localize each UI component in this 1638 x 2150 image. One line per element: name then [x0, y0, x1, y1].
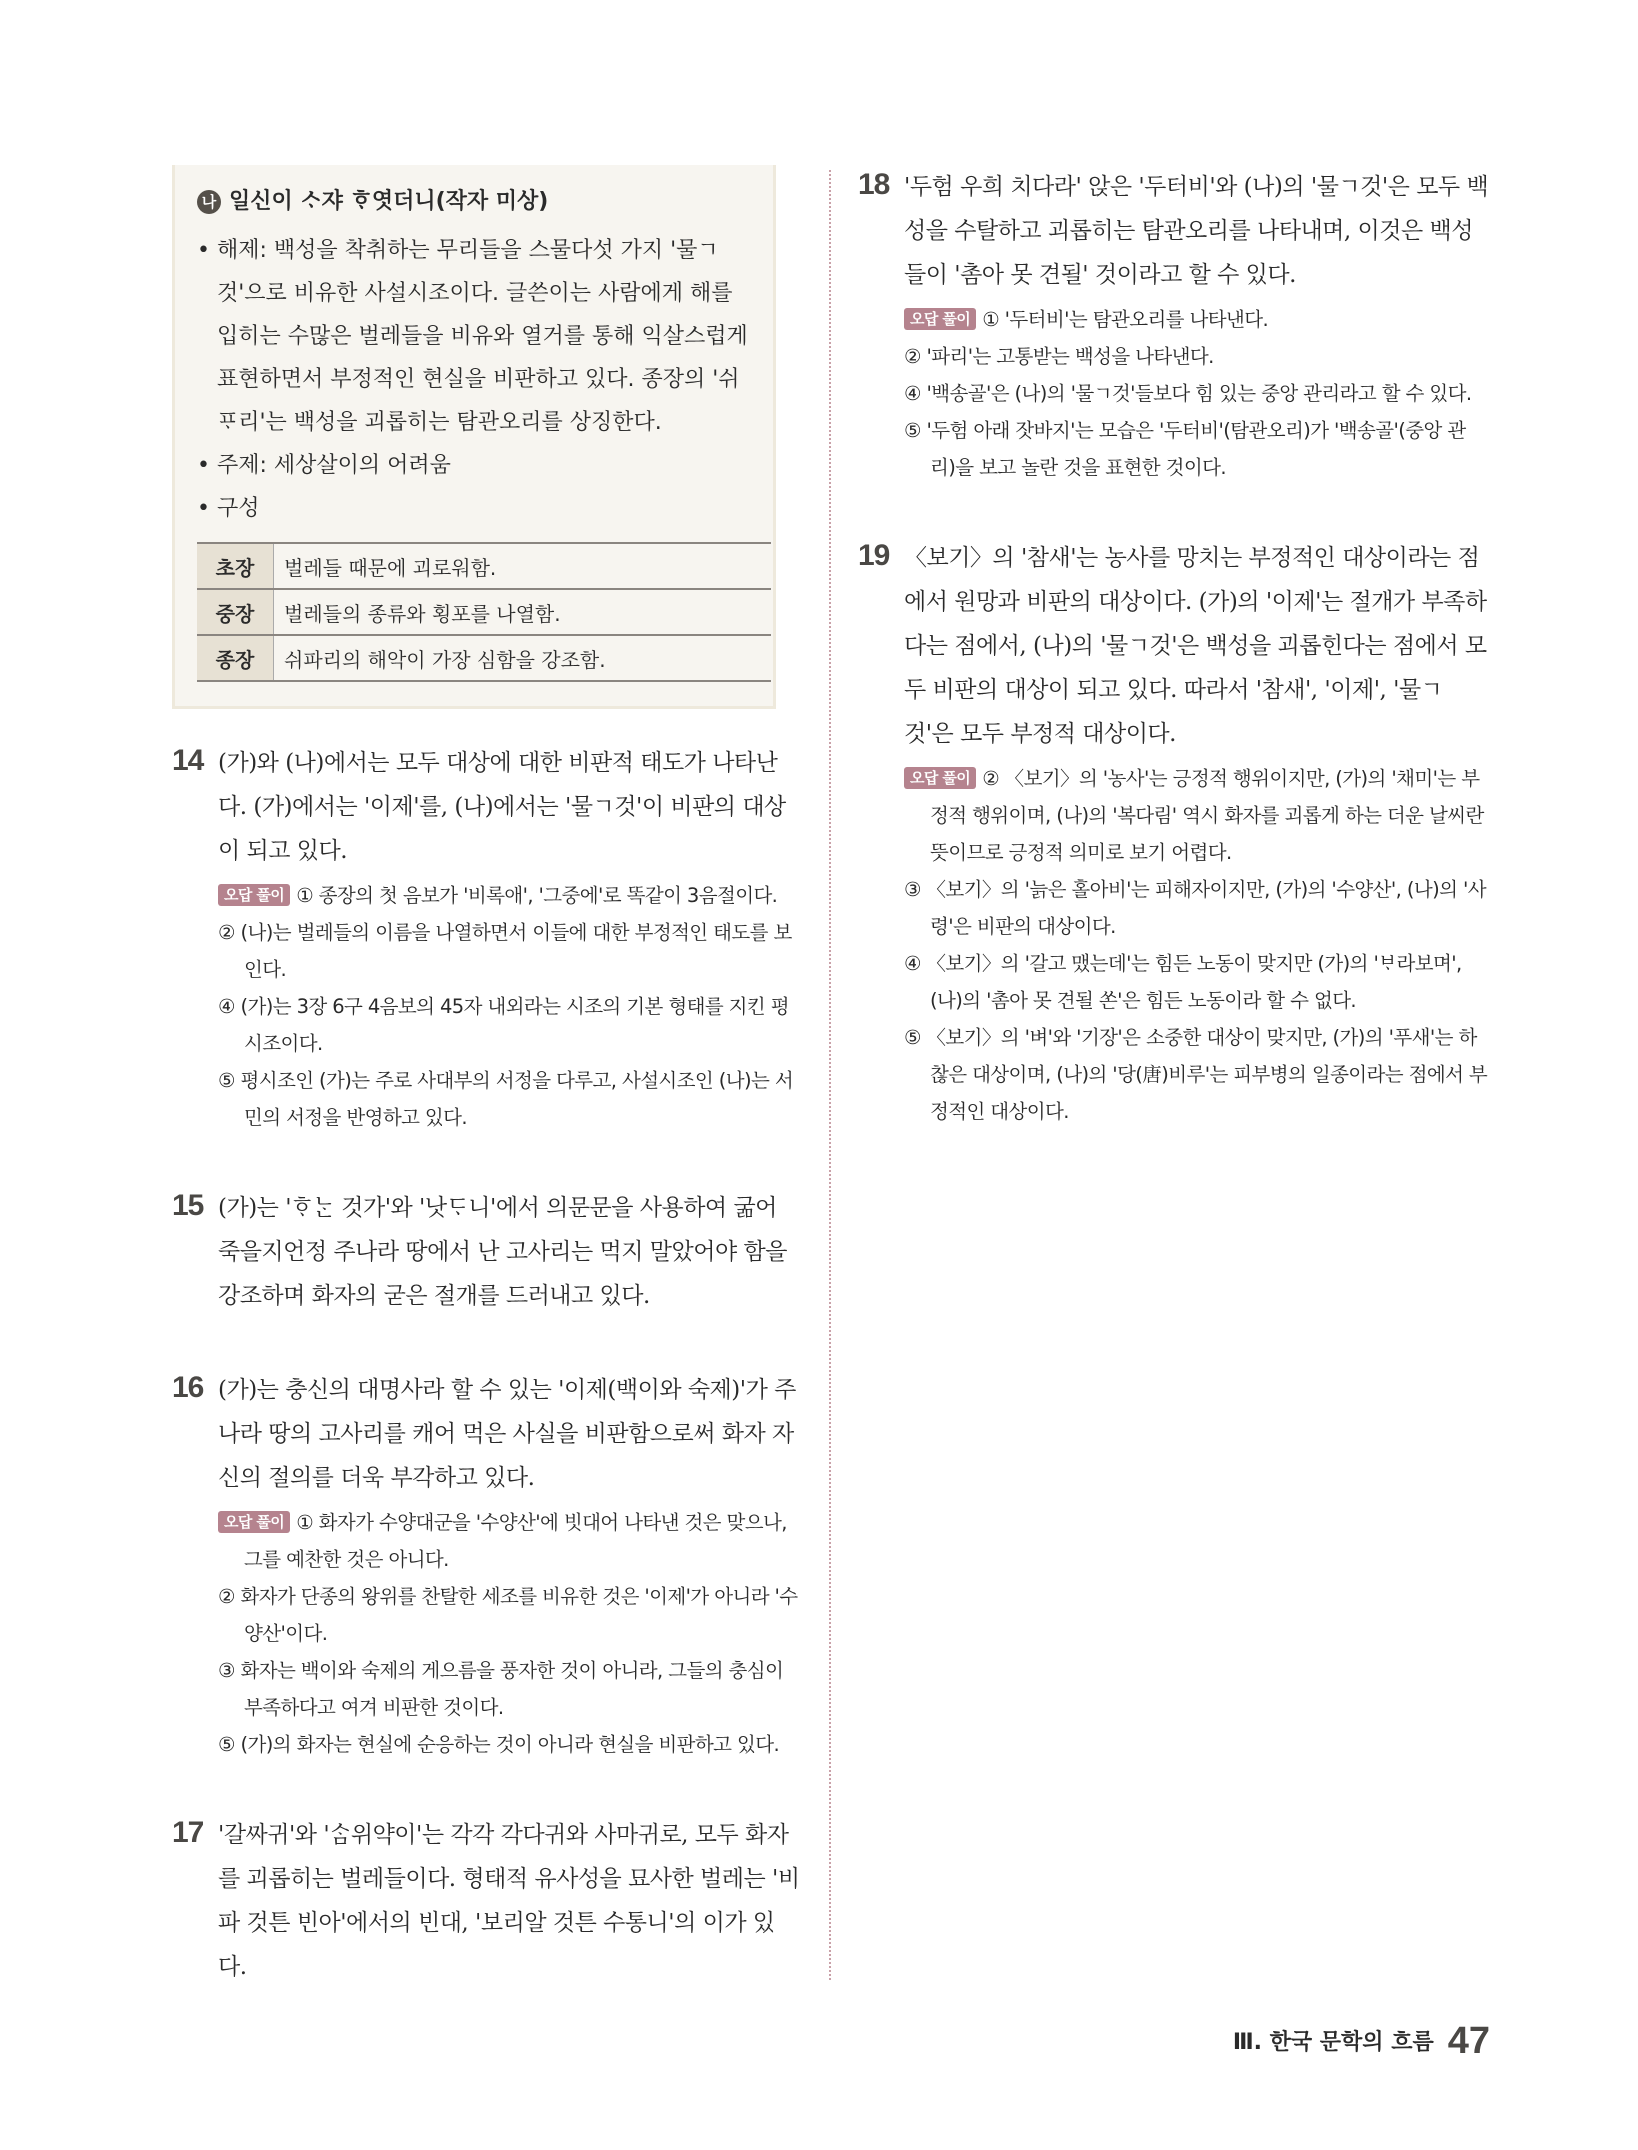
table-cell: 벌레들 때문에 괴로워함.: [274, 543, 772, 589]
explanation-item: 오답 풀이 ① 화자가 수양대군을 '수양산'에 빗대어 나타낸 것은 맞으나, 그를 예찬한 것은 아니다.: [218, 1504, 802, 1578]
question-number: 14: [172, 744, 204, 777]
explanation-item: ② '파리'는 고통받는 백성을 나타낸다.: [904, 345, 1214, 368]
question-answer: 〈보기〉의 '참새'는 농사를 망치는 부정적인 대상이라는 점에서 원망과 비판의 대상이다. (가)의 '이제'는 절개가 부족하다는 점에서, (나)의 '물ㄱ것'은 백성을 괴롭힌다는 점에서 모두 비판의 대상이 되고 있다. 따라서 '참새', '이제', '물ㄱ것'은 모두 부정적 대상이다.: [904, 545, 1487, 747]
info-box-title: 일신이 ᄉᆞ쟈 ᄒᆞ엿더니(작자 미상): [229, 189, 549, 214]
wrong-answer-tag: 오답 풀이: [218, 884, 290, 906]
left-column: [172, 165, 802, 1989]
question-number: 16: [172, 1371, 204, 1404]
question-15: [172, 1186, 802, 1318]
bullet-theme: • 주제: 세상살이의 어려움: [197, 453, 451, 478]
structure-table: [197, 542, 771, 682]
table-label: 초장: [197, 543, 274, 589]
wrong-answer-tag: 오답 풀이: [904, 308, 976, 330]
page-footer: [1233, 2020, 1490, 2063]
question-number: 15: [172, 1189, 204, 1222]
question-18: [858, 165, 1490, 486]
table-label: 종장: [197, 635, 274, 681]
explanation-item: ⑤ (가)의 화자는 현실에 순응하는 것이 아니라 현실을 비판하고 있다.: [218, 1733, 780, 1756]
question-19: [858, 536, 1490, 1130]
wrong-answer-explanation: [904, 301, 1490, 486]
explanation-item: ③ 화자는 백이와 숙제의 게으름을 풍자한 것이 아니라, 그들의 충심이 부족하다고 여겨 비판한 것이다.: [218, 1659, 784, 1719]
explanation-item: ② (나)는 벌레들의 이름을 나열하면서 이들에 대한 부정적인 태도를 보인다.: [218, 921, 792, 981]
wrong-answer-explanation: [904, 760, 1490, 1130]
explanation-item: ⑤ 평시조인 (가)는 주로 사대부의 서정을 다루고, 사설시조인 (나)는 서민의 서정을 반영하고 있다.: [218, 1069, 794, 1129]
explanation-item: ④ (가)는 3장 6구 4음보의 45자 내외라는 시조의 기본 형태를 지킨 평시조이다.: [218, 995, 789, 1055]
question-answer: (가)는 충신의 대명사라 할 수 있는 '이제(백이와 숙제)'가 주나라 땅의 고사리를 캐어 먹은 사실을 비판함으로써 화자 자신의 절의를 더욱 부각하고 있다.: [218, 1377, 796, 1491]
explanation-item: ④ '백송골'은 (나)의 '물ㄱ것'들보다 힘 있는 중앙 관리라고 할 수 있다.: [904, 382, 1472, 405]
table-cell: 쉬파리의 해악이 가장 심함을 강조함.: [274, 635, 772, 681]
explanation-item: ⑤ 〈보기〉의 '벼'와 '기장'은 소중한 대상이 맞지만, (가)의 '푸새'는 하찮은 대상이며, (나)의 '당(唐)비루'는 피부병의 일종이라는 점에서 부정적인 대상이다.: [904, 1026, 1488, 1123]
wrong-answer-explanation: [218, 877, 802, 1136]
question-number: 17: [172, 1816, 204, 1849]
column-divider: [829, 170, 831, 1980]
question-number: 19: [858, 539, 890, 572]
explanation-item: ② 화자가 단종의 왕위를 찬탈한 세조를 비유한 것은 '이제'가 아니라 '수양산'이다.: [218, 1585, 798, 1645]
question-answer: (가)와 (나)에서는 모두 대상에 대한 비판적 태도가 나타난다. (가)에서는 '이제'를, (나)에서는 '물ㄱ것'이 비판의 대상이 되고 있다.: [218, 750, 786, 864]
question-number: 18: [858, 168, 890, 201]
bullet-structure: • 구성: [197, 496, 260, 521]
table-label: 중장: [197, 589, 274, 635]
circle-number-icon: 나: [197, 190, 221, 214]
question-answer: '두험 우희 치다라' 앉은 '두터비'와 (나)의 '물ㄱ것'은 모두 백성을 수탈하고 괴롭히는 탐관오리를 나타내며, 이것은 백성들이 '촘아 못 견될' 것이라고 할 수 있다.: [904, 174, 1489, 288]
table-row: [197, 589, 771, 635]
explanation-item: 오답 풀이 ① 종장의 첫 음보가 '비록애', '그중에'로 똑같이 3음절이다.: [218, 877, 802, 914]
explanation-item: 오답 풀이 ② 〈보기〉의 '농사'는 긍정적 행위이지만, (가)의 '채미'는 부정적 행위이며, (나)의 '복다림' 역시 화자를 괴롭게 하는 더운 날씨란 뜻이므로 긍정적 의미로 보기 어렵다.: [904, 760, 1490, 871]
table-cell: 벌레들의 종류와 횡포를 나열함.: [274, 589, 772, 635]
wrong-answer-explanation: [218, 1504, 802, 1763]
right-column: [858, 165, 1490, 1130]
table-row: [197, 635, 771, 681]
wrong-answer-tag: 오답 풀이: [904, 767, 976, 789]
explanation-item: ④ 〈보기〉의 '갈고 맸는데'는 힘든 노동이 맞지만 (가)의 'ᄇᆞ라보며', (나)의 '촘아 못 견될 쏜'은 힘든 노동이라 할 수 없다.: [904, 952, 1462, 1012]
question-answer: '갈ᄶᅡ귀'와 'ᄉᆞᆷ위약이'는 각각 각다귀와 사마귀로, 모두 화자를 괴롭히는 벌레들이다. 형태적 유사성을 묘사한 벌레는 '비파 것튼 빈아'에서의 빈대, '보리알 것튼 수통니'의 이가 있다.: [218, 1822, 800, 1980]
info-box: [172, 165, 776, 709]
question-17: [172, 1813, 802, 1989]
explanation-item: ③ 〈보기〉의 '늙은 홀아비'는 피해자이지만, (가)의 '수양산', (나)의 '사령'은 비판의 대상이다.: [904, 878, 1486, 938]
question-answer: (가)는 'ᄒᆞᄂᆞᆫ 것가'와 '낫ᄃᆞ니'에서 의문문을 사용하여 굶어 죽을지언정 주나라 땅에서 난 고사리는 먹지 말았어야 함을 강조하며 화자의 굳은 절개를 드러내고 있다.: [218, 1195, 787, 1309]
explanation-item: ⑤ '두험 아래 잣바지'는 모습은 '두터비'(탐관오리)가 '백송골'(중앙 관리)을 보고 놀란 것을 표현한 것이다.: [904, 419, 1466, 479]
info-box-heading: [197, 185, 751, 219]
section-title: Ⅲ. 한국 문학의 흐름: [1232, 2030, 1434, 2055]
page-number: 47: [1447, 2020, 1490, 2062]
question-14: [172, 741, 802, 1136]
table-row: [197, 543, 771, 589]
wrong-answer-tag: 오답 풀이: [218, 1511, 290, 1533]
bullet-summary: • 해제: 백성을 착취하는 무리들을 스물다섯 가지 '물ㄱ것'으로 비유한 사설시조이다. 글쓴이는 사람에게 해를 입히는 수많은 벌레들을 비유와 열거를 통해 익살스럽게 표현하면서 부정적인 현실을 비판하고 있다. 종장의 '쉬ᄑᆞ리'는 백성을 괴롭히는 탐관오리를 상징한다.: [197, 238, 748, 435]
question-16: [172, 1368, 802, 1763]
explanation-item: 오답 풀이 ① '두터비'는 탐관오리를 나타낸다.: [904, 301, 1490, 338]
